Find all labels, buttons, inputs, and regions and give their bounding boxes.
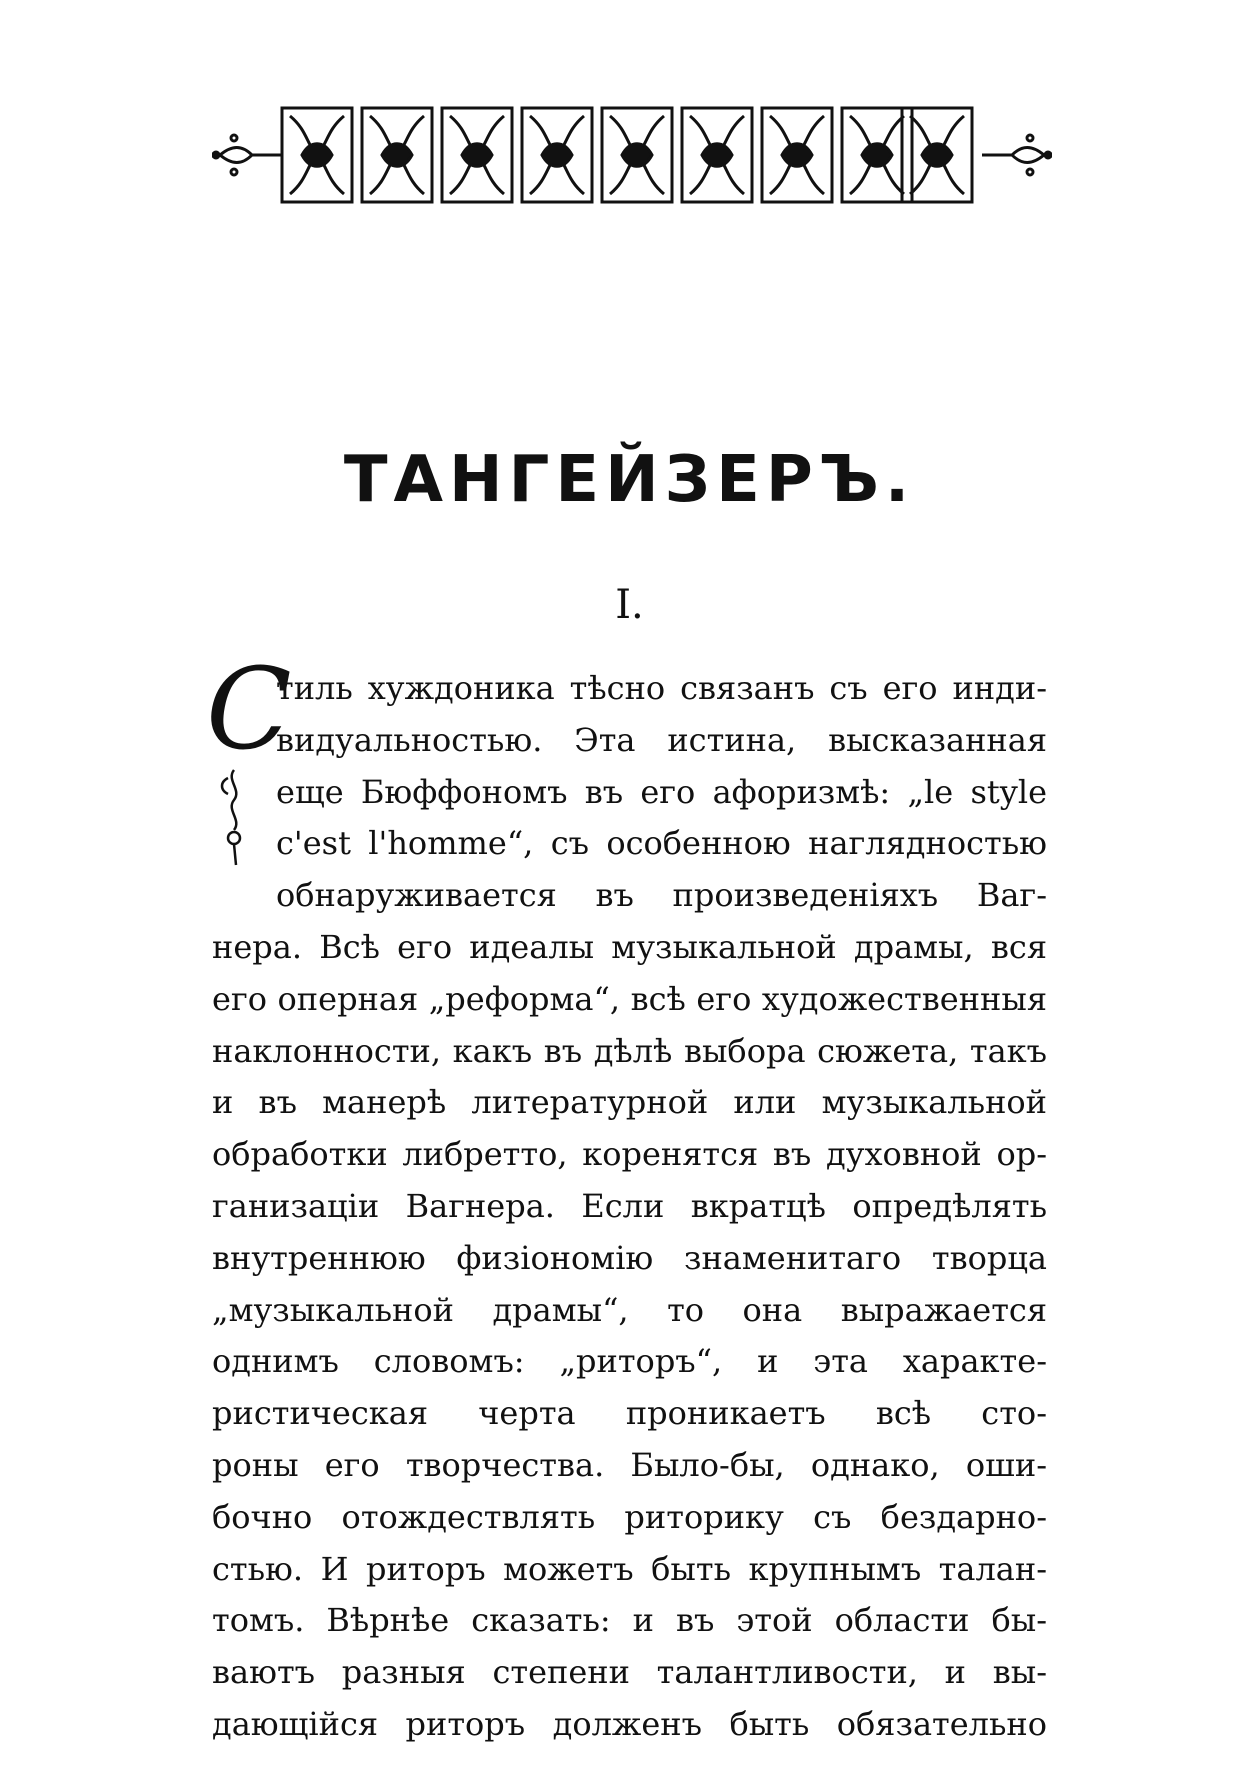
text-line: дающійся риторъ долженъ быть обязательно — [212, 1704, 1047, 1743]
text-line: тиль хуждоника тѣсно связанъ съ его инди- — [276, 669, 1047, 707]
body-text — [212, 663, 1047, 1751]
text-line: ристическая черта проникаетъ всѣ сто- — [212, 1394, 1047, 1433]
text-line: однимъ словомъ: „риторъ“, и эта характе- — [212, 1342, 1047, 1381]
text-line: c'est l'homme“, съ особенною наглядностью — [276, 824, 1047, 863]
text-line: внутреннюю физіономію знаменитаго творца — [212, 1238, 1047, 1277]
text-line: его оперная „реформа“, всѣ его художественныя — [212, 979, 1047, 1018]
chapter-number: I. — [615, 582, 644, 628]
text-line: бочно отождествлять риторику съ бездарно- — [212, 1497, 1047, 1536]
text-line: томъ. Вѣрнѣе сказать: и въ этой области бы- — [212, 1601, 1047, 1640]
text-line: ганизаціи Вагнера. Если вкратцѣ опредѣлять — [212, 1186, 1047, 1225]
text-line: и въ манерѣ литературной или музыкальной — [212, 1083, 1047, 1122]
text-line: видуальностью. Эта истина, высказанная — [276, 720, 1047, 759]
text-line: „музыкальной драмы“, то она выражается — [212, 1290, 1047, 1329]
text-line: обработки либретто, коренятся въ духовной ор- — [212, 1135, 1047, 1174]
page-title: ТАНГЕЙЗЕРЪ. — [343, 443, 916, 517]
text-line: обнаруживается въ произведеніяхъ Ваг- — [276, 876, 1047, 915]
text-line: наклонности, какъ въ дѣлѣ выбора сюжета, такъ — [212, 1031, 1047, 1070]
text-line: еще Бюффономъ въ его афоризмѣ: „le style — [276, 772, 1047, 811]
decorative-headpiece-ornament — [212, 100, 1052, 210]
text-line: ваютъ разныя степени талантливости, и вы- — [212, 1653, 1047, 1692]
text-line: нера. Всѣ его идеалы музыкальной драмы, вся — [212, 927, 1047, 966]
drop-cap-letter: С — [206, 645, 292, 775]
text-line: роны его творчества. Было-бы, однако, оши- — [212, 1445, 1047, 1484]
text-line: стью. И риторъ можетъ быть крупнымъ талан- — [212, 1549, 1047, 1588]
